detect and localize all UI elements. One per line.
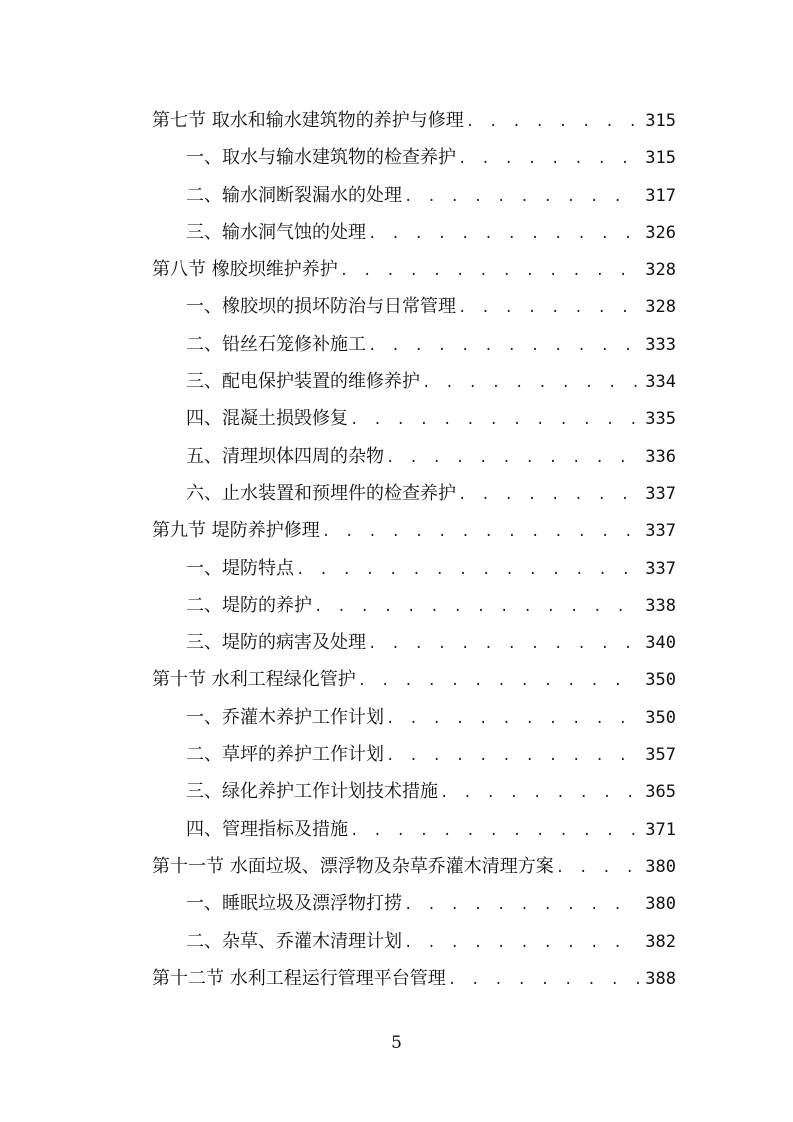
toc-section-entry[interactable] <box>152 512 676 549</box>
toc-subsection-entry[interactable] <box>152 438 676 475</box>
toc-dot-leader <box>348 402 639 439</box>
toc-entry-page-number: 337 <box>645 558 676 579</box>
toc-dot-leader <box>420 365 639 402</box>
toc-entry-title: 三、配电保护装置的维修养护 <box>186 371 420 393</box>
toc-entry-page-number: 338 <box>645 595 676 616</box>
toc-subsection-entry[interactable] <box>152 587 676 624</box>
toc-subsection-entry[interactable] <box>152 736 676 773</box>
toc-entry-page-number: 315 <box>645 148 676 169</box>
toc-dot-leader <box>402 179 639 216</box>
toc-subsection-entry[interactable] <box>152 923 676 960</box>
toc-entry-page-number: 371 <box>645 819 676 840</box>
toc-entry-title: 三、堤防的病害及处理 <box>186 632 366 654</box>
toc-entry-page-number: 350 <box>645 670 676 691</box>
table-of-contents <box>152 102 676 997</box>
toc-subsection-entry[interactable] <box>152 177 676 214</box>
toc-dot-leader <box>384 440 639 477</box>
toc-entry-page-number: 337 <box>645 521 676 542</box>
toc-entry-page-number: 315 <box>645 111 676 131</box>
toc-entry-title: 二、堤防的养护 <box>186 594 312 616</box>
toc-dot-leader <box>312 589 639 626</box>
toc-subsection-entry[interactable] <box>152 550 676 587</box>
toc-entry-title: 三、绿化养护工作计划技术措施 <box>186 781 438 803</box>
toc-entry-page-number: 380 <box>645 856 676 877</box>
toc-dot-leader <box>366 328 639 365</box>
toc-section-entry[interactable] <box>152 251 676 288</box>
toc-subsection-entry[interactable] <box>152 288 676 325</box>
toc-entry-title: 三、输水洞气蚀的处理 <box>186 221 366 243</box>
toc-dot-leader <box>464 104 640 141</box>
toc-entry-title: 六、止水装置和预埋件的检查养护 <box>186 482 456 504</box>
toc-entry-title: 第十二节 水利工程运行管理平台管理 <box>152 967 446 989</box>
toc-dot-leader <box>384 738 639 775</box>
toc-entry-page-number: 335 <box>645 409 676 430</box>
toc-dot-leader <box>446 962 640 999</box>
toc-entry-title: 第七节 取水和输水建筑物的养护与修理 <box>152 110 464 131</box>
toc-entry-title: 二、杂草、乔灌木清理计划 <box>186 930 402 952</box>
toc-section-entry[interactable] <box>152 661 676 698</box>
toc-entry-page-number: 317 <box>645 185 676 206</box>
toc-entry-page-number: 328 <box>645 260 676 281</box>
toc-entry-title: 第九节 堤防养护修理 <box>152 520 320 542</box>
toc-subsection-entry[interactable] <box>152 363 676 400</box>
toc-entry-page-number: 365 <box>645 782 676 803</box>
toc-subsection-entry[interactable] <box>152 773 676 810</box>
toc-dot-leader <box>338 253 640 290</box>
toc-dot-leader <box>356 663 640 700</box>
toc-entry-title: 二、草坪的养护工作计划 <box>186 744 384 766</box>
toc-dot-leader <box>384 701 639 738</box>
toc-entry-title: 一、橡胶坝的损坏防治与日常管理 <box>186 296 456 318</box>
toc-section-entry[interactable] <box>152 102 676 139</box>
toc-dot-leader <box>348 813 639 850</box>
toc-dot-leader <box>456 290 639 327</box>
toc-dot-leader <box>402 887 639 924</box>
toc-entry-title: 四、混凝土损毁修复 <box>186 408 348 430</box>
toc-subsection-entry[interactable] <box>152 214 676 251</box>
toc-entry-page-number: 357 <box>645 745 676 766</box>
toc-entry-title: 二、输水洞断裂漏水的处理 <box>186 184 402 206</box>
toc-subsection-entry[interactable] <box>152 475 676 512</box>
page-number: 5 <box>391 1033 402 1053</box>
toc-entry-page-number: 337 <box>645 483 676 504</box>
toc-dot-leader <box>320 514 640 551</box>
toc-subsection-entry[interactable] <box>152 624 676 661</box>
toc-entry-title: 一、堤防特点 <box>186 557 294 579</box>
toc-dot-leader <box>402 925 639 962</box>
toc-dot-leader <box>456 141 639 178</box>
toc-dot-leader <box>554 850 640 887</box>
toc-entry-title: 五、清理坝体四周的杂物 <box>186 445 384 467</box>
toc-entry-page-number: 382 <box>645 931 676 952</box>
toc-subsection-entry[interactable] <box>152 885 676 922</box>
toc-entry-title: 第八节 橡胶坝维护养护 <box>152 259 338 281</box>
toc-entry-page-number: 336 <box>645 446 676 467</box>
toc-entry-title: 四、管理指标及措施 <box>186 818 348 840</box>
toc-entry-title: 一、乔灌木养护工作计划 <box>186 706 384 728</box>
toc-subsection-entry[interactable] <box>152 326 676 363</box>
toc-entry-title: 一、睡眠垃圾及漂浮物打捞 <box>186 893 402 915</box>
toc-entry-page-number: 380 <box>645 894 676 915</box>
toc-dot-leader <box>366 626 639 663</box>
toc-dot-leader <box>456 477 639 514</box>
toc-entry-title: 第十一节 水面垃圾、漂浮物及杂草乔灌木清理方案 <box>152 855 554 877</box>
toc-entry-page-number: 326 <box>645 222 676 243</box>
toc-entry-page-number: 328 <box>645 297 676 318</box>
toc-entry-page-number: 350 <box>645 707 676 728</box>
toc-dot-leader <box>294 552 639 589</box>
toc-entry-title: 二、铅丝石笼修补施工 <box>186 333 366 355</box>
toc-subsection-entry[interactable] <box>152 400 676 437</box>
toc-dot-leader <box>438 775 639 812</box>
toc-section-entry[interactable] <box>152 848 676 885</box>
toc-entry-page-number: 340 <box>645 633 676 654</box>
toc-subsection-entry[interactable] <box>152 699 676 736</box>
toc-section-entry[interactable] <box>152 960 676 997</box>
toc-entry-title: 第十节 水利工程绿化管护 <box>152 669 356 691</box>
toc-dot-leader <box>366 216 639 253</box>
toc-entry-page-number: 334 <box>645 372 676 393</box>
toc-subsection-entry[interactable] <box>152 811 676 848</box>
toc-subsection-entry[interactable] <box>152 139 676 176</box>
toc-entry-page-number: 388 <box>645 968 676 989</box>
toc-entry-title: 一、取水与输水建筑物的检查养护 <box>186 147 456 169</box>
toc-entry-page-number: 333 <box>645 334 676 355</box>
